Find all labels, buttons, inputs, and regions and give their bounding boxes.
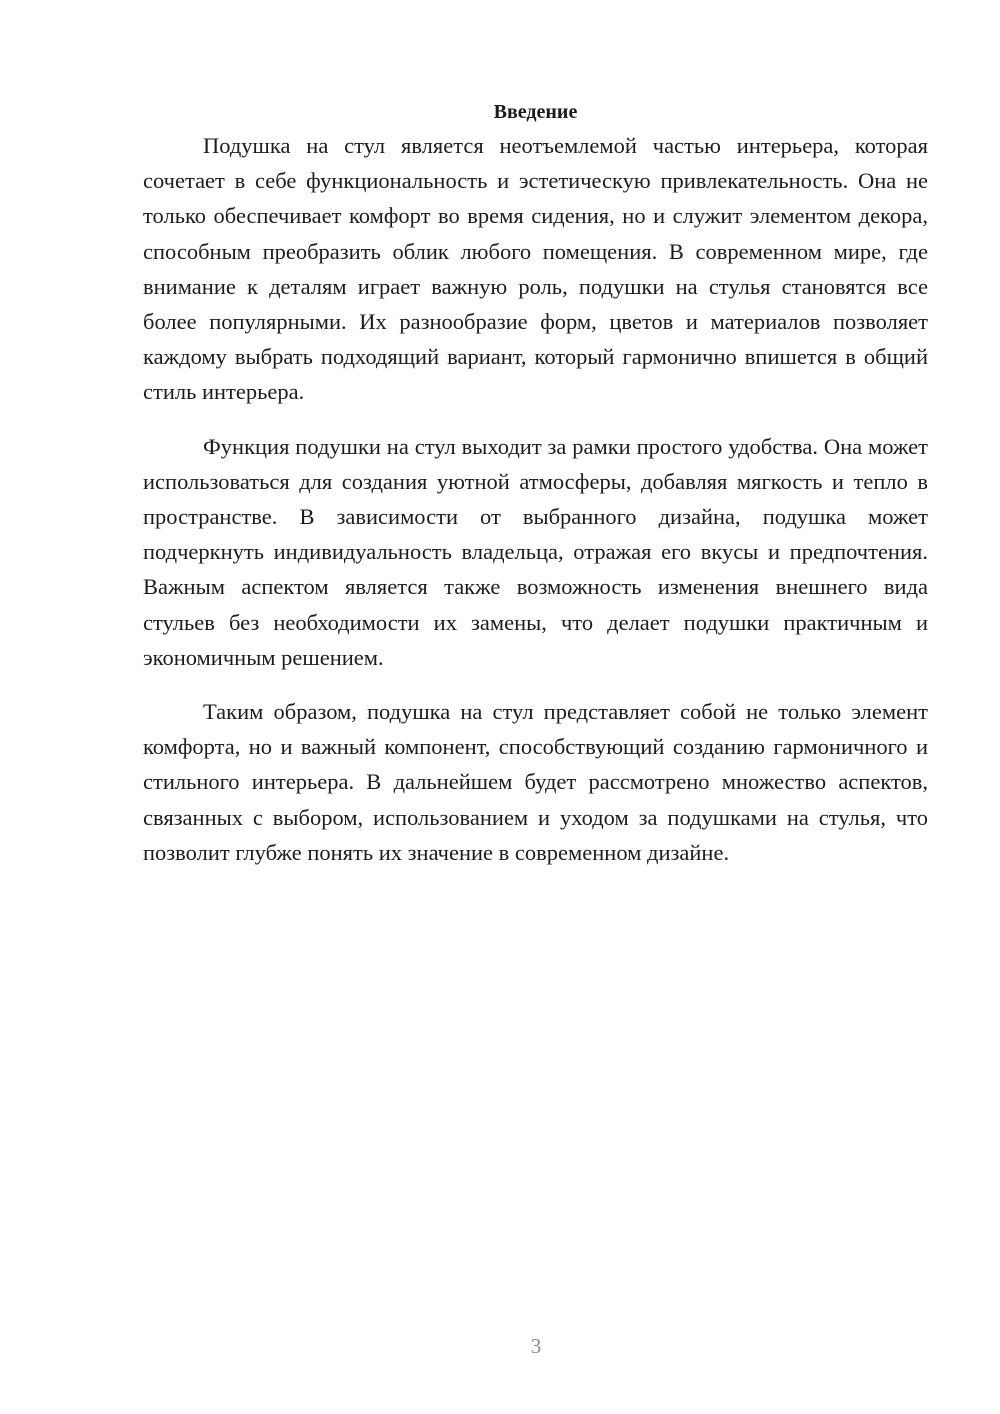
- paragraph-1: Подушка на стул является неотъемлемой частью интерьера, которая сочетает в себе функциональность и эстетическую привлекательность. Она не только обеспечивает комфорт во время сидения, но и служит элементом декора, способным преобразить облик любого помещения. В современном мире, где внимание к деталям играет важную роль, подушки на стулья становятся все более популярными. Их разнообразие форм, цветов и материалов позволяет каждому выбрать подходящий вариант, который гармонично впишется в общий стиль интерьера.: [143, 133, 928, 405]
- paragraph-3: Таким образом, подушка на стул представляет собой не только элемент комфорта, но и важный компонент, способствующий созданию гармоничного и стильного интерьера. В дальнейшем будет рассмотрено множество аспектов, связанных с выбором, использованием и уходом за подушками на стулья, что позволит глубже понять их значение в современном дизайне.: [143, 699, 928, 865]
- page-content: [143, 96, 928, 870]
- section-heading: Введение: [493, 101, 578, 123]
- page-number: 3: [530, 1334, 542, 1358]
- paragraph-2: Функция подушки на стул выходит за рамки простого удобства. Она может использоваться для создания уютной атмосферы, добавляя мягкость и тепло в пространстве. В зависимости от выбранного дизайна, подушка может подчеркнуть индивидуальность владельца, отражая его вкусы и предпочтения. Важным аспектом является также возможность изменения внешнего вида стульев без необходимости их замены, что делает подушки практичным и экономичным решением.: [143, 433, 928, 670]
